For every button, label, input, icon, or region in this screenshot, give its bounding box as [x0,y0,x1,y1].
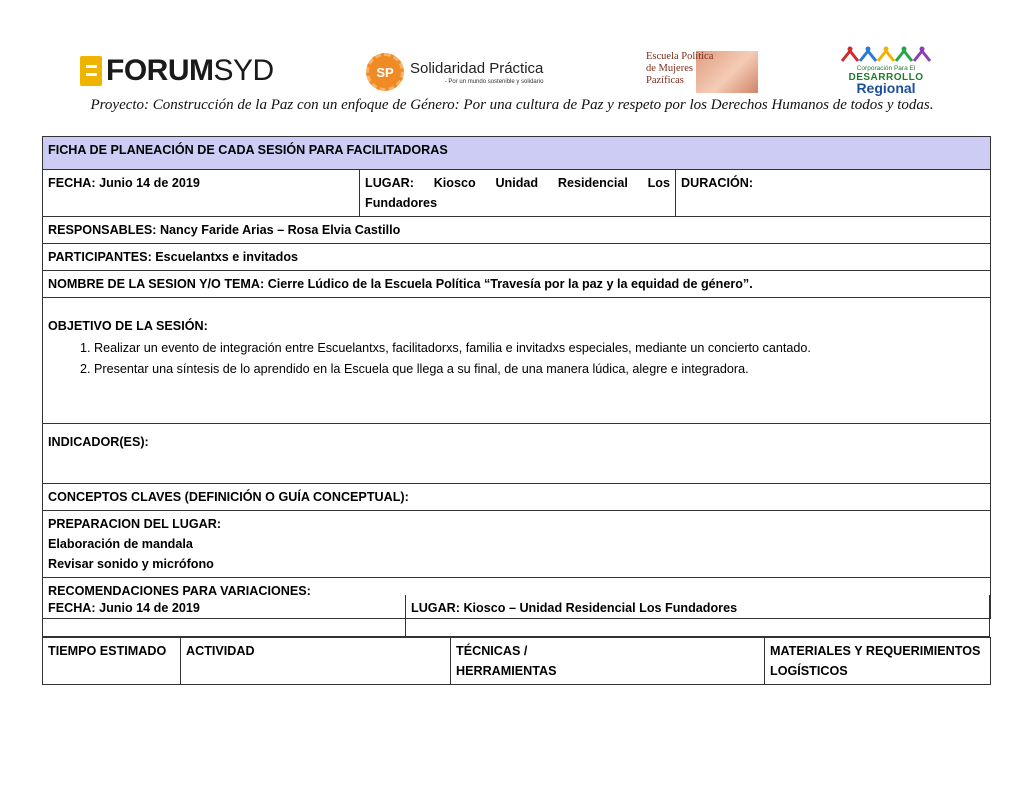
solidaridad-practica-logo [366,50,543,94]
objetivo-label: OBJETIVO DE LA SESIÓN: [48,319,208,333]
tecnicas-line-1: TÉCNICAS / [456,644,528,658]
desarrollo-line-1: Corporación Para El [856,65,916,72]
escuela-line-2: de Mujeres [646,63,693,74]
desarrollo-regional-logo [834,45,938,95]
escuela-politica-logo [646,51,758,93]
fecha-lugar-row [43,170,991,217]
form-header-row [43,137,991,170]
col-tiempo-header: TIEMPO ESTIMADO [43,638,181,685]
fecha-lugar-2-block [42,595,990,637]
objetivo-row [43,298,991,424]
activity-table [42,637,991,685]
duracion-cell: DURACIÓN: [676,170,991,217]
forumsyd-wordmark: FORUMSYD [106,54,274,87]
materiales-line-2: LOGÍSTICOS [770,664,848,678]
forumsyd-logo [80,54,274,88]
divider [405,595,406,636]
planning-form-table [42,136,991,619]
conceptos-row [43,484,991,511]
objetivo-cell [43,298,991,424]
logo-bar [0,0,1024,100]
recomendaciones-cell: RECOMENDACIONES PARA VARIACIONES: [43,578,991,619]
lugar-line-1: LUGAR: Kiosco Unidad Residencial Los [365,176,670,190]
conceptos-cell: CONCEPTOS CLAVES (DEFINICIÓN O GUÍA CONCEPTUAL): [43,484,991,511]
col-tecnicas-header [451,638,765,685]
materiales-line-1: MATERIALES Y REQUERIMIENTOS [770,644,981,658]
responsables-row [43,217,991,244]
col-actividad-header: ACTIVIDAD [181,638,451,685]
participantes-row [43,244,991,271]
list-item: 1. Realizar un evento de integración entre Escuelantxs, facilitadorxs, familia e invitadxs especiales, mediante un concierto cantado. [94,338,985,359]
indicadores-row [43,424,991,484]
responsables-cell: RESPONSABLES: Nancy Faride Arias – Rosa Elvia Castillo [43,217,991,244]
solidaridad-name: Solidaridad Práctica [410,59,544,77]
preparacion-label: PREPARACION DEL LUGAR: [48,517,222,531]
nombre-sesion-cell: NOMBRE DE LA SESION Y/O TEMA: Cierre Lúdico de la Escuela Política “Travesía por la paz y la equidad de género”. [43,271,991,298]
list-item: 2. Presentar una síntesis de lo aprendido en la Escuela que llega a su final, de una manera lúdica, alegre e integradora. [94,359,985,380]
fecha-2: FECHA: Junio 14 de 2019 [48,601,200,615]
project-title: Proyecto: Construcción de la Paz con un enfoque de Género: Por una cultura de Paz y respeto por los Derechos Humanos de todos y todas. [90,97,934,113]
forumsyd-mark-icon [80,56,102,86]
preparacion-item-1: Elaboración de mandala [48,537,193,551]
lugar-line-2: Fundadores [365,196,438,210]
indicadores-cell: INDICADOR(ES): [43,424,991,484]
escuela-line-3: Pazíficas [646,75,684,86]
desarrollo-line-3: Regional [856,80,916,96]
lugar-2: LUGAR: Kiosco – Unidad Residencial Los Fundadores [411,601,738,615]
participantes-cell: PARTICIPANTES: Escuelantxs e invitados [43,244,991,271]
preparacion-cell [43,511,991,578]
nombre-sesion-row [43,271,991,298]
solidaridad-tagline: - Por un mundo sostenible y solidario [444,78,544,85]
activity-header-row [43,638,991,685]
lugar-cell [360,170,676,217]
form-title: FICHA DE PLANEACIÓN DE CADA SESIÓN PARA FACILITADORAS [43,137,991,170]
fecha-cell: FECHA: Junio 14 de 2019 [43,170,360,217]
people-figures-icon [834,45,938,65]
preparacion-row [43,511,991,578]
preparacion-item-2: Revisar sonido y micrófono [48,557,214,571]
objetivos-list [48,338,985,380]
tecnicas-line-2: HERRAMIENTAS [456,664,557,678]
col-materiales-header [765,638,991,685]
escuela-line-1: Escuela Política [646,51,714,62]
desarrollo-line-2: DESARROLLO [848,72,924,83]
sun-icon: SP [366,53,404,91]
